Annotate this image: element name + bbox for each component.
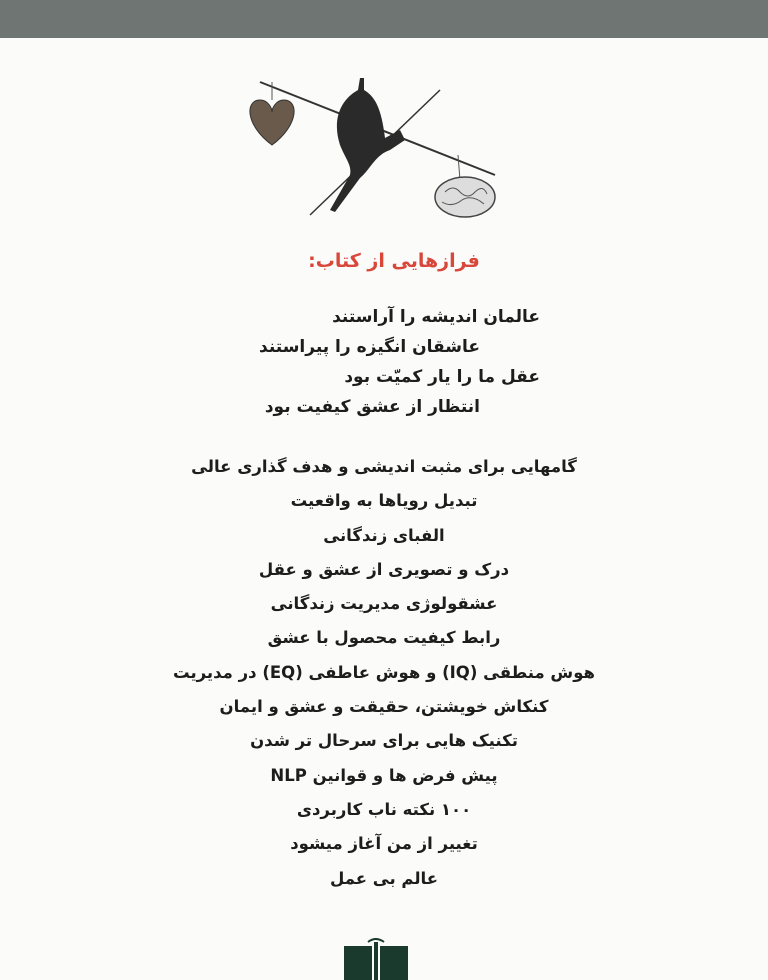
figure-icon — [330, 78, 405, 212]
list-item: تغییر از من آغاز میشود — [290, 834, 478, 854]
list-item: رابط کیفیت محصول با عشق — [267, 628, 501, 648]
brain-icon — [435, 177, 495, 217]
top-band — [0, 0, 768, 38]
list-item: درک و تصویری از عشق و عقل — [258, 559, 510, 579]
publisher-logo — [340, 938, 412, 980]
poem-line: عاشقان انگیزه را پیراستند — [259, 337, 480, 357]
list-item: پیش فرض ها و قوانین NLP — [270, 765, 498, 785]
list-item: تکنیک هایی برای سرحال تر شدن — [250, 731, 518, 751]
poem-line: انتظار از عشق کیفیت بود — [264, 397, 480, 417]
list-item: عالم بی عمل — [329, 868, 439, 888]
list-item: تبدیل رویاها به واقعیت — [290, 491, 478, 511]
poem-line: عقل ما را یار کمیّت بود — [344, 367, 540, 387]
list-item: الفبای زندگانی — [323, 525, 445, 545]
list-item: ۱۰۰ نکته ناب کاربردی — [296, 799, 472, 819]
list-item: عشقولوژی مدیریت زندگانی — [270, 594, 498, 614]
list-item: کنکاش خویشتن، حقیقت و عشق و ایمان — [219, 697, 549, 717]
heart-icon — [250, 100, 294, 145]
list-item: هوش منطقی (IQ) و هوش عاطفی (EQ) در مدیریت — [173, 662, 595, 682]
excerpts-heading: فرازهایی از کتاب: — [308, 250, 480, 272]
tightrope-illustration — [240, 60, 520, 230]
list-item: گامهایی برای مثبت اندیشی و هدف گذاری عالی — [191, 457, 577, 476]
poem-line: عالمان اندیشه را آراستند — [332, 307, 540, 327]
topics-list — [0, 452, 768, 898]
